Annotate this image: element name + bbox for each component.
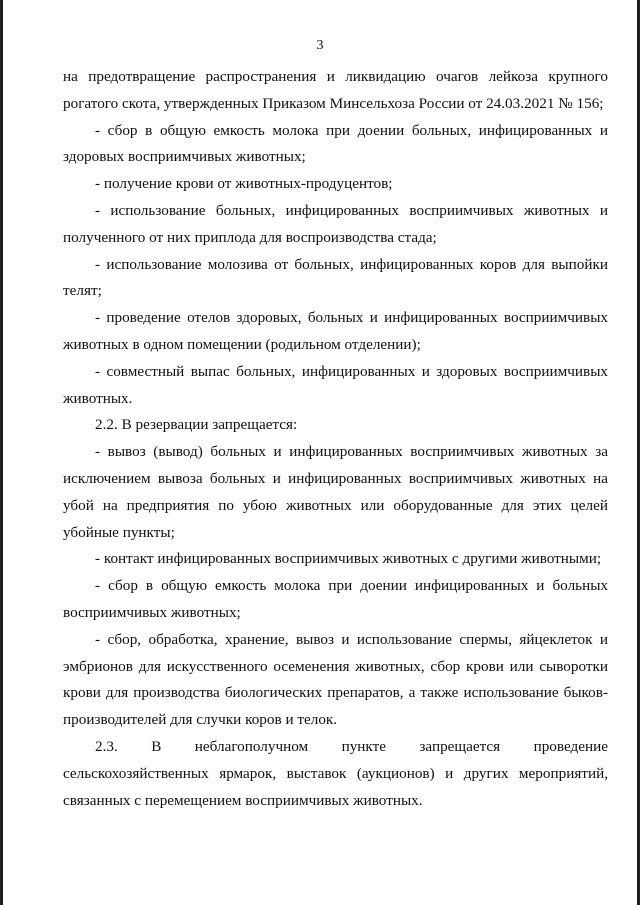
paragraph: - вывоз (вывод) больных и инфицированных восприимчивых животных за исключением вывоза больных и инфицированных восприимчивых животных на убой на предприятия по убою животных или оборудованные для этих целей убойные пункты; bbox=[63, 443, 608, 541]
paragraph: - получение крови от животных-продуцентов; bbox=[95, 175, 393, 193]
paragraph: - совместный выпас больных, инфицированных и здоровых восприимчивых животных. bbox=[63, 362, 608, 407]
document-body bbox=[63, 64, 608, 814]
paragraph: - использование больных, инфицированных восприимчивых животных и полученного от них приплода для воспроизводства стада; bbox=[63, 201, 608, 246]
paragraph: - сбор в общую емкость молока при доении больных, инфицированных и здоровых восприимчивых животных; bbox=[63, 121, 608, 166]
section-2-3-first-line: 2.3. В неблагополучном пункте запрещается проведение bbox=[95, 737, 608, 755]
section-2-3-text: сельскохозяйственных ярмарок, выставок (аукционов) и других мероприятий, связанных с перемещением восприимчивых животных. bbox=[63, 764, 608, 809]
section-heading: 2.2. В резервации запрещается: bbox=[95, 416, 298, 434]
page-number: 3 bbox=[316, 38, 324, 53]
paragraph: на предотвращение распространения и ликвидацию очагов лейкоза крупного рогатого скота, утвержденных Приказом Минсельхоза России от 24.03.2021 № 156; bbox=[63, 68, 608, 112]
paragraph: - контакт инфицированных восприимчивых животных с другими животными; bbox=[95, 550, 602, 568]
paragraph: - сбор в общую емкость молока при доении инфицированных и больных восприимчивых животных; bbox=[63, 577, 608, 621]
paragraph: - сбор, обработка, хранение, вывоз и использование спермы, яйцеклеток и эмбрионов для искусственного осеменения животных, сбор крови или сыворотки крови для производства биологических препаратов, а также использование быков-производителей для случки коров и телок. bbox=[63, 630, 608, 729]
paragraph: - проведение отелов здоровых, больных и инфицированных восприимчивых животных в одном помещении (родильном отделении); bbox=[63, 309, 608, 353]
paragraph: - использование молозива от больных, инфицированных коров для выпойки телят; bbox=[63, 255, 608, 300]
